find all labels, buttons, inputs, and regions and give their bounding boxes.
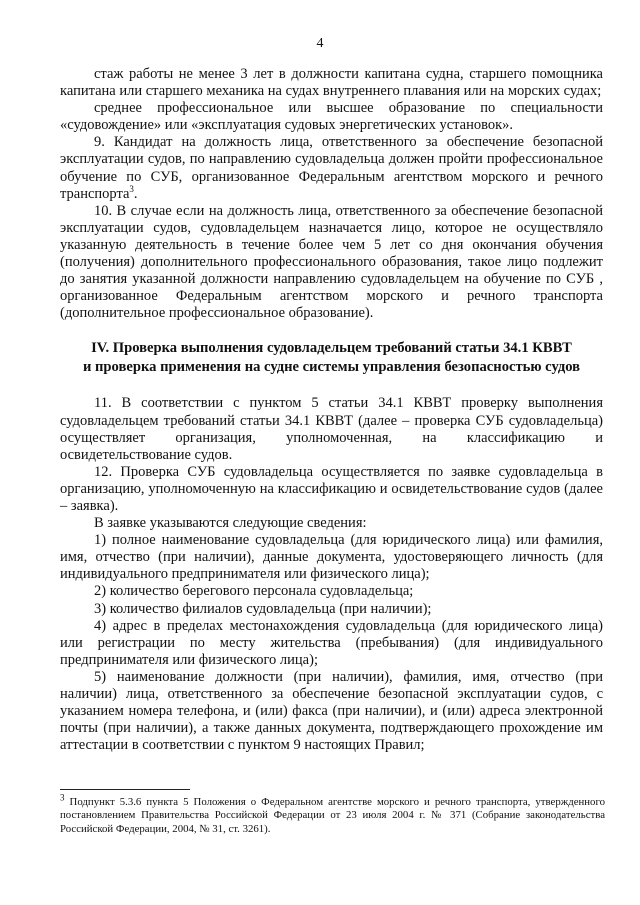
paragraph-12: 12. Проверка СУБ судовладельца осуществляется по заявке судовладельца в организацию, уполномоченную на классификацию и освидетельствование судов (далее – заявка). [60,463,603,514]
paragraph-10: 10. В случае если на должность лица, ответственного за обеспечение безопасной эксплуатации судов, судовладельцем назначается лицо, которое не осуществляло указанную деятельность в течение более чем 5 лет со дня окончания обучения (получения) дополнительного профессионального образования, такое лицо подлежит до занятия указанной должности направлению судовладельцем на обучение по СУБ , организованное Федеральным агентством морского и речного транспорта (дополнительное профессиональное образование). [60,202,603,322]
footnote [60,792,606,836]
paragraph-9-text: 9. Кандидат на должность лица, ответственного за обеспечение безопасной эксплуатации судов, по направлению судовладельца должен пройти профессиональное обучение по СУБ, организованное Федеральным агентством морского и речного транспорта [60,134,603,202]
paragraph-education: среднее профессиональное или высшее образование по специальности «судовождение» или «эксплуатация судовых энергетических установок». [60,100,603,134]
section-heading-line-2: и проверка применения на судне системы управления безопасностью судов [82,359,581,376]
section-heading-line-1: IV. Проверка выполнения судовладельцем требований статьи 34.1 КВВТ [91,340,572,357]
footnote-mark: 3 [60,792,65,803]
paragraph-9: 9. Кандидат на должность лица, ответственного за обеспечение безопасной эксплуатации судов, по направлению судовладельца должен пройти профессиональное обучение по СУБ, организованное Федеральным агентством морского и речного транспорта$^3$. [60,134,603,202]
page-number: 4 [316,36,324,51]
footnote-reference: 3 [129,183,134,194]
document-body [60,66,603,754]
list-item-5: 5) наименование должности (при наличии), фамилия, имя, отчество (при наличии) лица, ответственного за обеспечение безопасной эксплуатации судов, с указанием номера телефона, и (или) факса (при наличии), и (или) адреса электронной почты (при наличии), а также данных документа, подтверждающего прохождение им аттестации в соответствии с пунктом 9 настоящих Правил; [60,668,603,754]
list-item-4: 4) адрес в пределах местонахождения судовладельца (для юридического лица) или регистрации по месту жительства (пребывания) (для индивидуального предпринимателя или физического лица); [60,617,603,668]
list-item-2: 2) количество берегового персонала судовладельца; [94,583,414,600]
paragraph-experience: стаж работы не менее 3 лет в должности капитана судна, старшего помощника капитана или старшего механика на судах внутреннего плавания или на морских судах; [60,66,603,100]
list-item-3: 3) количество филиалов судовладельца (при наличии); [94,600,432,617]
section-heading [54,339,609,377]
paragraph-11: 11. В соответствии с пунктом 5 статьи 34.1 КВВТ проверку выполнения судовладельцем требований статьи 34.1 КВВТ (далее – проверка СУБ судовладельца) осуществляет организация, уполномоченная, на классификацию и освидетельствование судов. [60,395,603,463]
paragraph-application-intro: В заявке указываются следующие сведения: [94,515,367,532]
list-item-1: 1) полное наименование судовладельца (для юридического лица) или фамилия, имя, отчество (при наличии), данные документа, удостоверяющего личность (для индивидуального предпринимателя или физического лица); [60,532,603,583]
footnote-text: Подпункт 5.3.6 пункта 5 Положения о Федеральном агентстве морского и речного транспорта, утвержденного постановлением Правительства Российской Федерации от 23 июля 2004 г. № 371 (Собрание законодательства Российской Федерации, 2004, № 31, ст. 3261). [60,796,606,835]
footnote-divider [60,789,190,790]
